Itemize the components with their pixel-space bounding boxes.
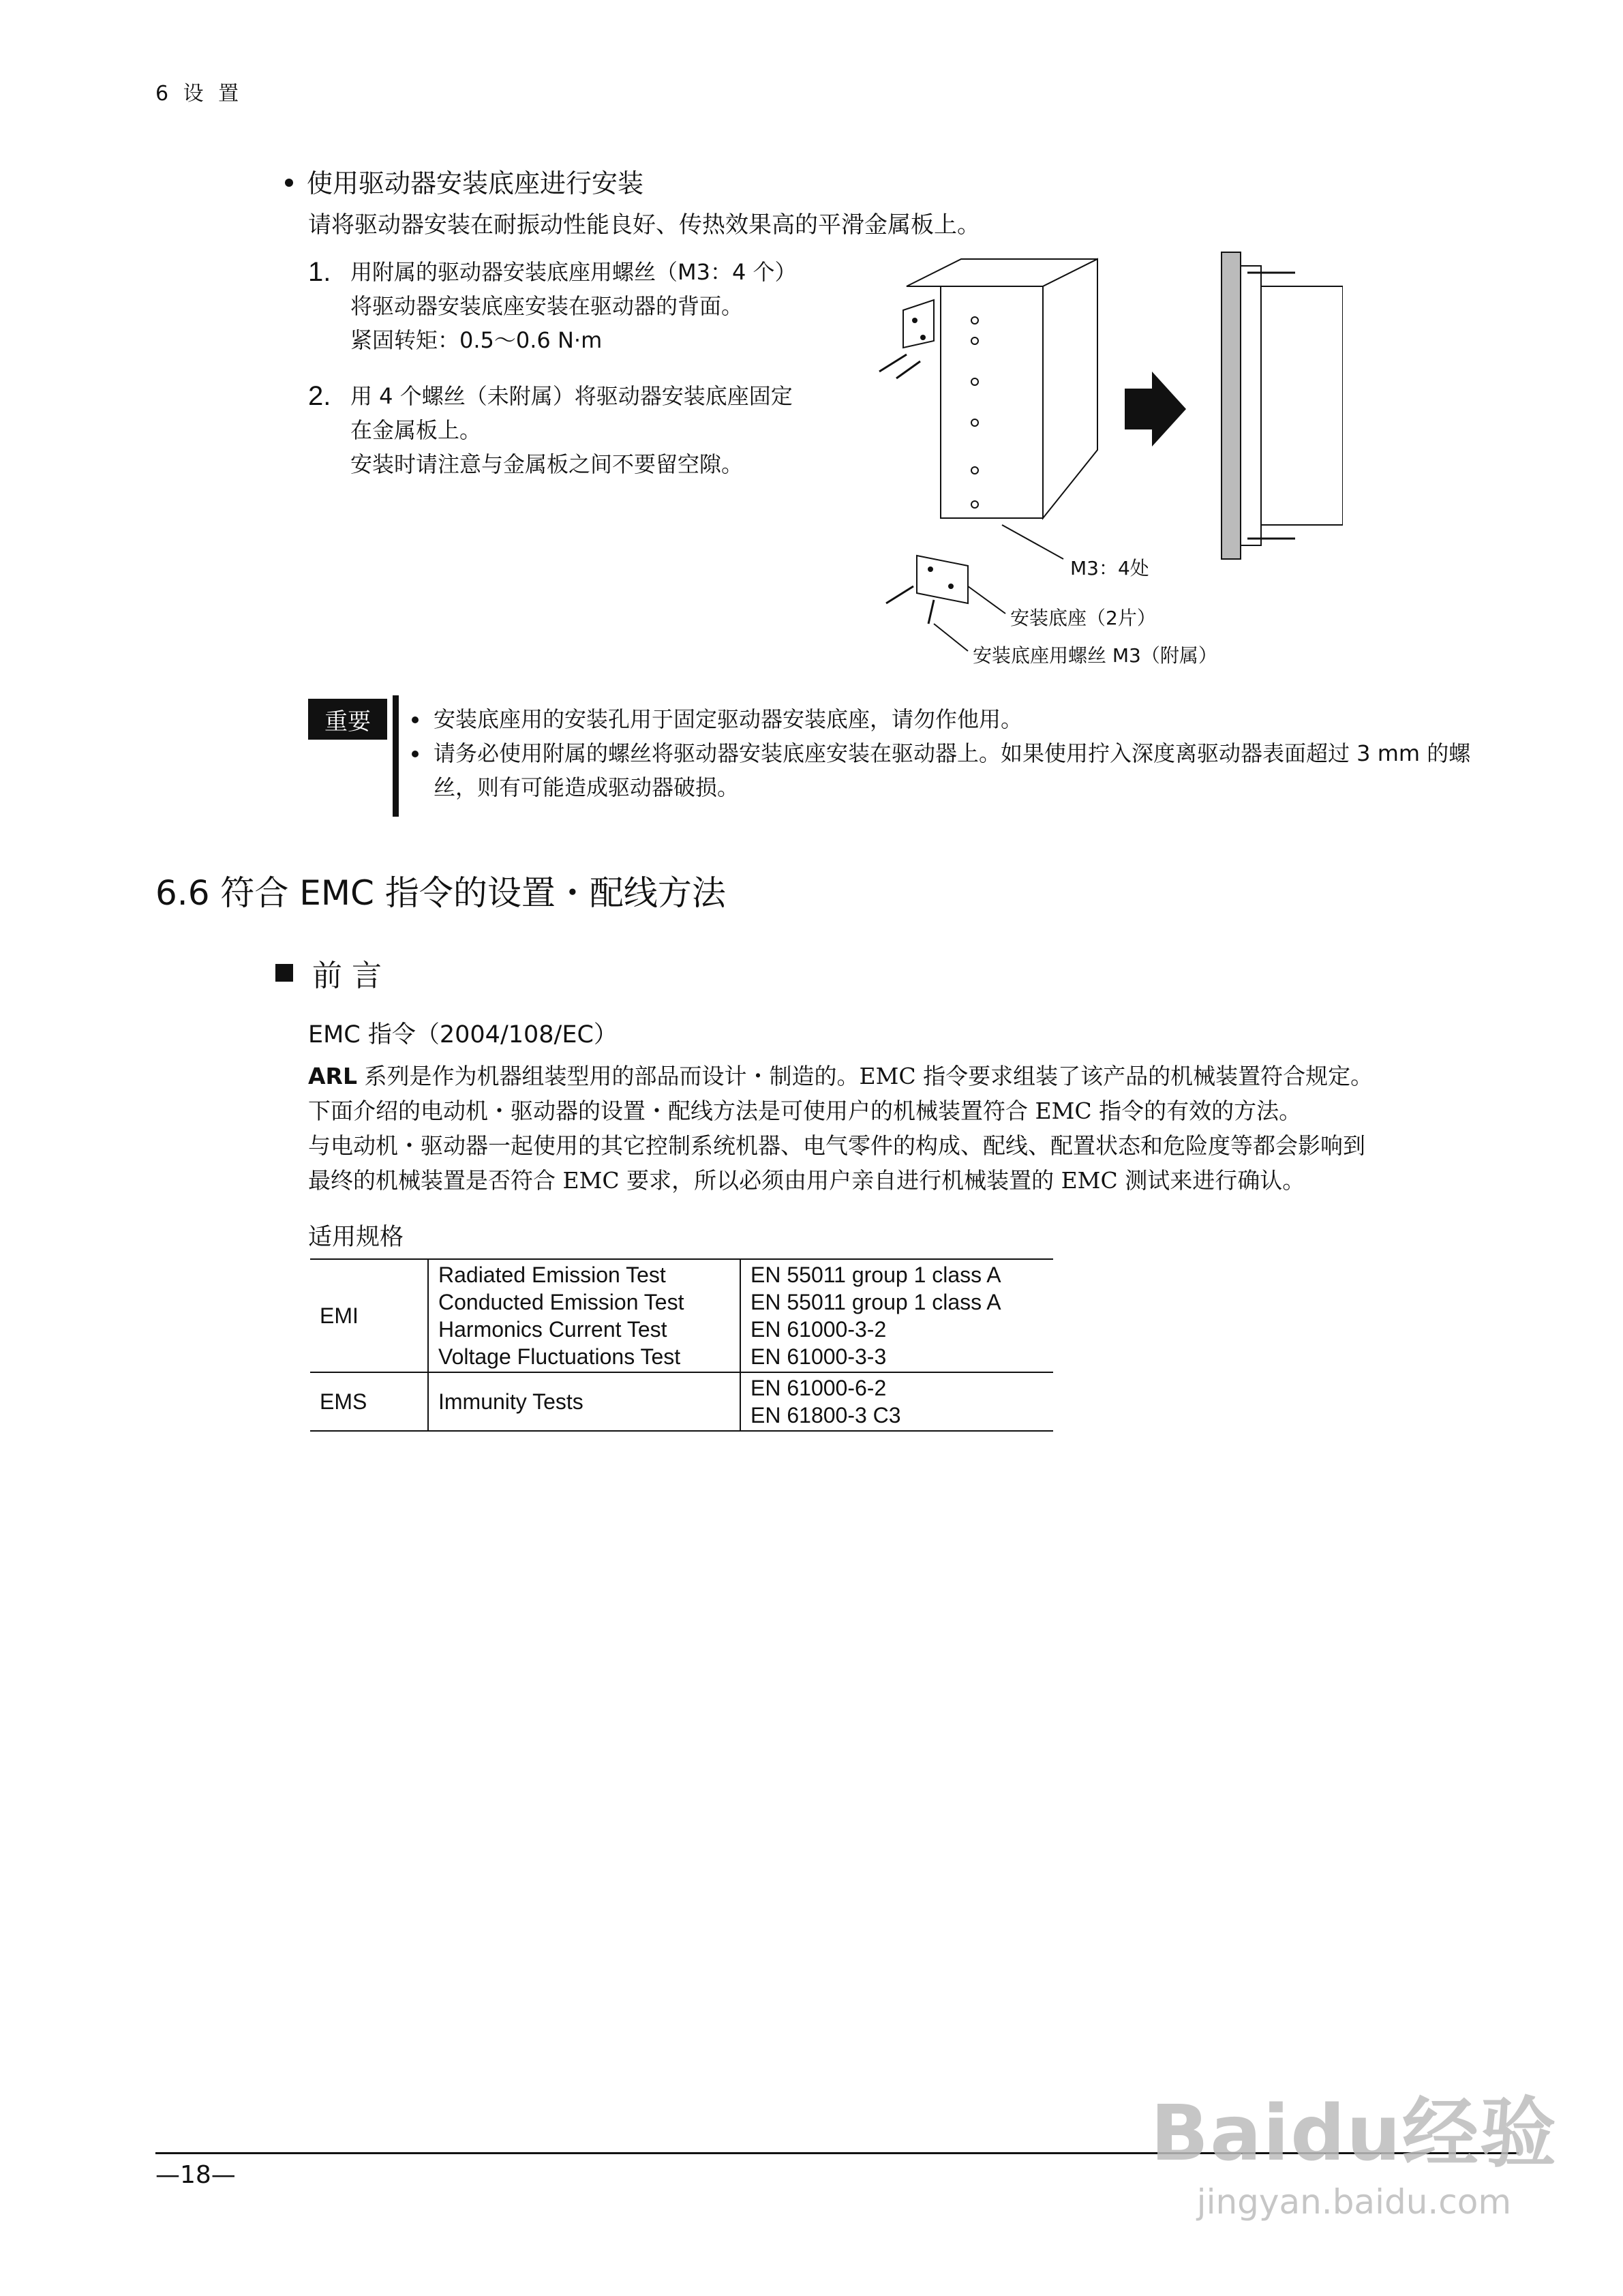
label-screw: 安装底座用螺丝 M3（附属） [973,644,1217,667]
step-line: 安装时请注意与金属板之间不要留空隙。 [350,451,744,477]
para-line: 最终的机械装置是否符合 EMC 要求，所以必须由用户亲自进行机械装置的 EMC 测试来进行确认。 [308,1167,1305,1194]
important-item: 请务必使用附属的螺丝将驱动器安装底座安装在驱动器上。如果使用拧入深度离驱动器表面超过 3 mm 的螺丝，则有可能造成驱动器破损。 [412,736,1475,804]
step-number: 2. [308,381,331,411]
bullet-title: 使用驱动器安装底座进行安装 [285,162,643,200]
standards-table [310,1258,1053,1432]
category-cell: EMI [310,1259,428,1372]
bullet-dot-icon [285,179,293,187]
table-row [310,1259,1053,1372]
important-item: 安装底座用的安装孔用于固定驱动器安装底座，请勿作他用。 [412,702,1475,736]
standards-heading: 适用规格 [308,1224,404,1251]
brand-name: ARL [308,1063,357,1089]
preface-paragraph [308,1059,1494,1198]
emc-heading: EMC 指令（2004/108/EC） [308,1021,618,1048]
intro-text: 请将驱动器安装在耐振动性能良好、传热效果高的平滑金属板上。 [308,211,980,239]
para-line: 下面介绍的电动机・驱动器的设置・配线方法是可使用户的机械装置符合 EMC 指令的有效的方法。 [308,1098,1302,1124]
watermark [1151,2072,1558,2222]
label-m3: M3：4处 [1070,557,1149,579]
step-line: 将驱动器安装底座安装在驱动器的背面。 [350,293,744,319]
step-number: 1. [308,257,331,287]
tests-cell: Radiated Emission Test Conducted Emission Test Harmonics Current Test Voltage Fluctuations Test [428,1259,740,1372]
important-label: 重要 [308,699,387,740]
square-bullet-icon [275,964,293,982]
step-line: 紧固转矩：0.5～0.6 N·m [350,327,603,353]
step-line: 用附属的驱动器安装底座用螺丝（M3：4 个） [350,259,797,285]
category-cell: EMS [310,1372,428,1431]
watermark-url: jingyan.baidu.com [1196,2182,1512,2222]
table-row [310,1372,1053,1431]
important-bar [393,695,399,817]
tests-cell: Immunity Tests [428,1372,740,1431]
page-number: —18— [155,2161,236,2189]
important-list [412,702,1475,804]
label-base: 安装底座（2片） [1010,607,1156,629]
standards-cell: EN 55011 group 1 class A EN 55011 group 1 class A EN 61000-3-2 EN 61000-3-3 [740,1259,1053,1372]
section-title: 6.6 符合 EMC 指令的设置・配线方法 [155,873,726,913]
standards-cell: EN 61000-6-2 EN 61800-3 C3 [740,1372,1053,1431]
preface-heading: 前 言 [275,951,382,995]
watermark-brand: Baidu经验 [1150,2089,1558,2178]
step-2 [308,379,793,481]
step-line: 在金属板上。 [350,417,482,443]
running-header: 6 设 置 [155,82,243,106]
para-line: ARL 系列是作为机器组装型用的部品而设计・制造的。EMC 指令要求组装了该产品的机械装置符合规定。 [308,1063,1374,1089]
mounting-diagram [866,245,1343,684]
step-line: 用 4 个螺丝（未附属）将驱动器安装底座固定 [350,383,793,409]
para-line: 与电动机・驱动器一起使用的其它控制系统机器、电气零件的构成、配线、配置状态和危险度等都会影响到 [308,1132,1365,1159]
step-1 [308,255,797,357]
